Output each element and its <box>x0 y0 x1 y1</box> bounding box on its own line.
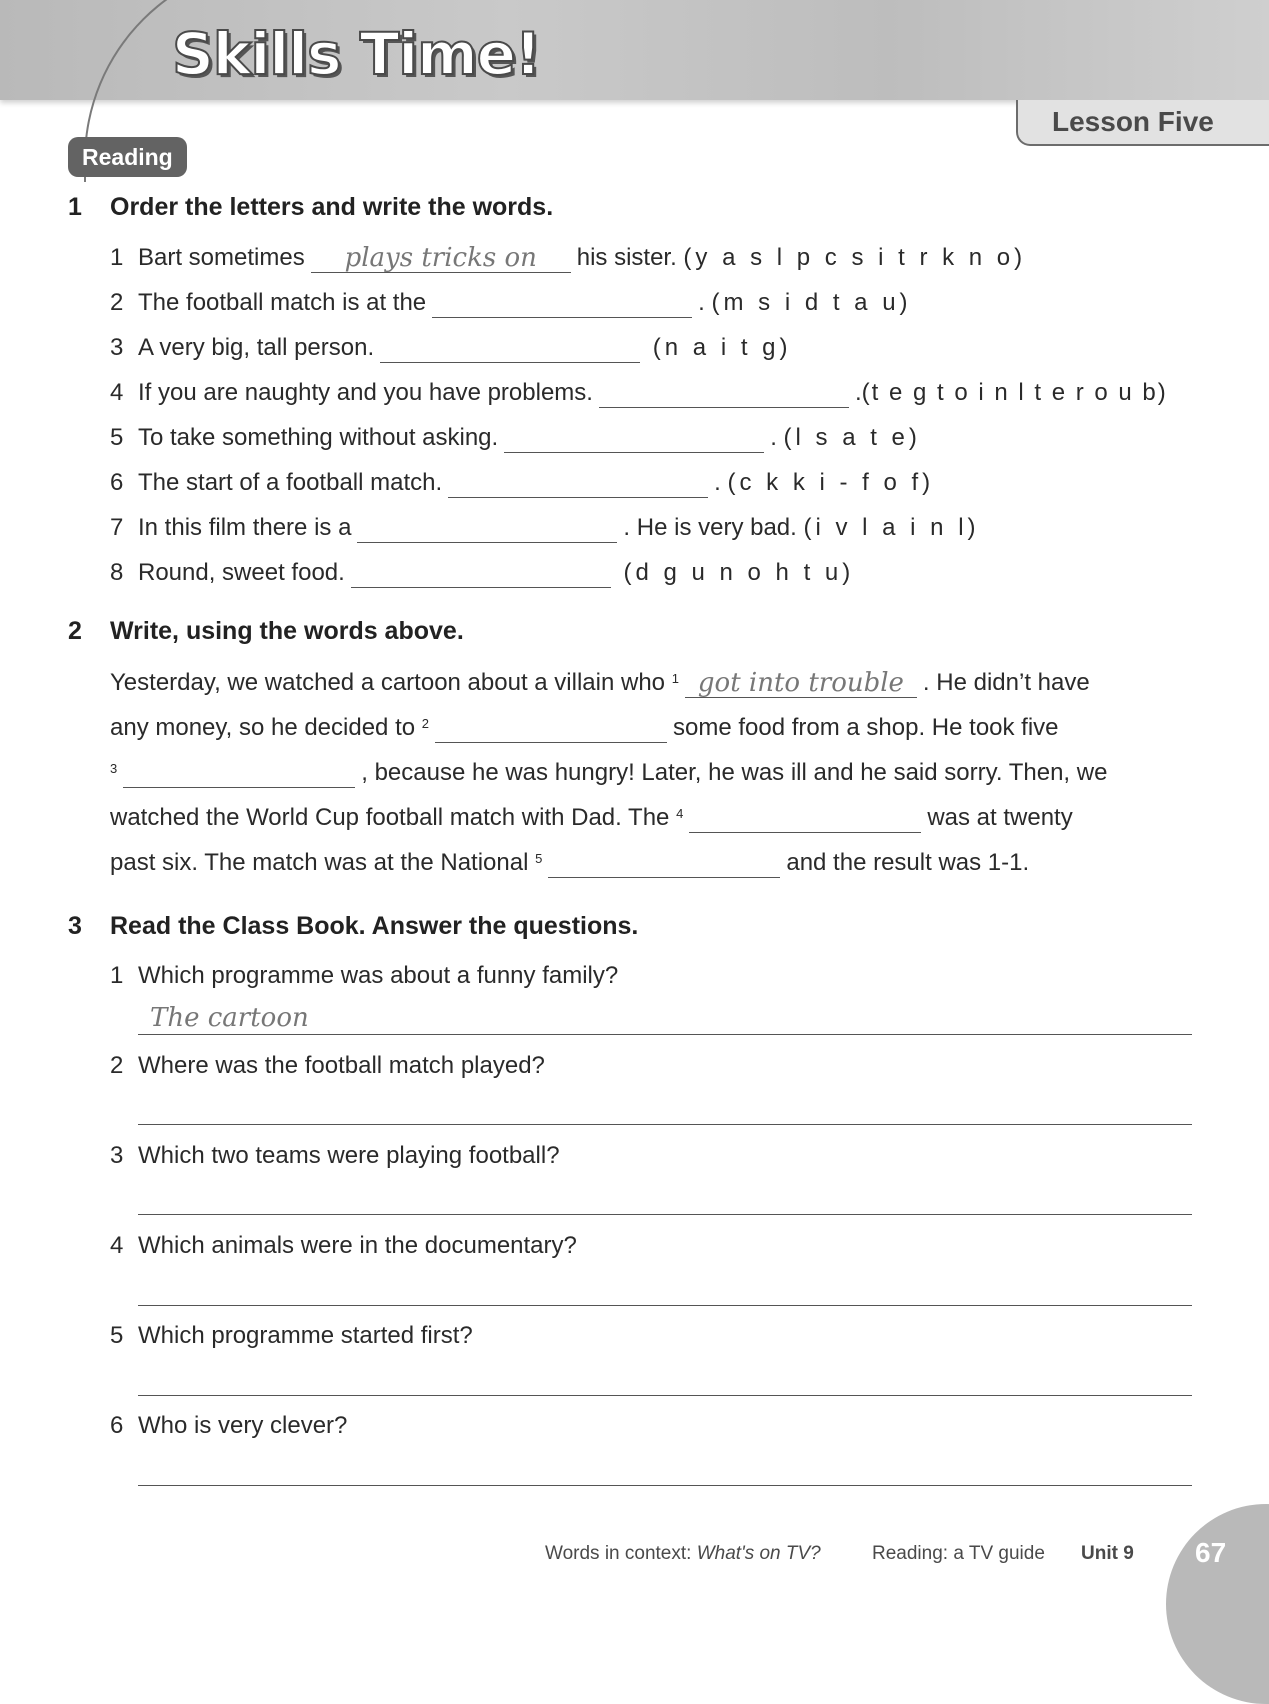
exercise-instruction: Write, using the words above. <box>110 617 464 645</box>
ex1-item <box>110 333 792 363</box>
page-number-tab <box>1166 1504 1269 1704</box>
exercise-number: 2 <box>68 617 82 645</box>
answer-blank[interactable] <box>351 561 611 588</box>
scrambled-letters: (l s a t e) <box>783 424 921 451</box>
ex1-item <box>110 423 921 453</box>
scrambled-letters: (m s i d t a u) <box>711 289 912 316</box>
paragraph-text: watched the World Cup football match with Dad. The <box>110 804 670 831</box>
page-number: 67 <box>1195 1537 1227 1568</box>
item-text-after: . <box>698 289 705 316</box>
paragraph-text: any money, so he decided to <box>110 714 416 741</box>
item-text: If you are naughty and you have problems. <box>138 379 593 406</box>
scrambled-letters: (c k k i - f o f) <box>727 469 935 496</box>
exercise-1-title <box>68 193 553 222</box>
answer-line[interactable] <box>138 1034 1192 1035</box>
answer-line[interactable] <box>138 1305 1192 1306</box>
item-text-after: . <box>854 379 862 406</box>
item-number: 3 <box>110 334 124 361</box>
paragraph-text: . He didn’t have <box>922 669 1090 696</box>
item-number: 7 <box>110 514 124 541</box>
ex1-item <box>110 378 1168 408</box>
item-text: Round, sweet food. <box>138 559 345 586</box>
gap-number: 5 <box>535 851 543 866</box>
item-number: 5 <box>110 424 124 451</box>
footer-unit: Unit 9 <box>1081 1543 1134 1564</box>
exercise-2-title <box>68 617 464 646</box>
scrambled-letters: (t e g t o i n l t e r o u b) <box>861 379 1168 406</box>
ex2-line-2 <box>110 713 1059 743</box>
question-number: 6 <box>110 1412 124 1439</box>
item-text: In this film there is a <box>138 514 352 541</box>
item-number: 1 <box>110 244 124 271</box>
page-title: Skills Time! <box>172 20 541 88</box>
ex1-item <box>110 468 934 498</box>
answer-blank[interactable] <box>435 716 667 743</box>
answer-blank[interactable] <box>548 851 780 878</box>
footer-reading: Reading: a TV guide <box>872 1543 1045 1564</box>
scrambled-letters: (i v l a i n l) <box>803 514 980 541</box>
ex2-line-5 <box>110 848 1029 878</box>
ex3-question <box>110 1231 577 1261</box>
item-number: 4 <box>110 379 124 406</box>
footer-topic: What's on TV? <box>696 1543 821 1564</box>
footer-words-in-context <box>545 1543 821 1565</box>
question-text: Which programme started first? <box>138 1322 473 1349</box>
item-text: The start of a football match. <box>138 469 443 496</box>
ex1-item <box>110 558 854 588</box>
item-number: 8 <box>110 559 124 586</box>
question-text: Where was the football match played? <box>138 1052 545 1079</box>
answer-blank[interactable]: plays tricks on <box>311 246 571 273</box>
answer-blank[interactable] <box>599 381 849 408</box>
paragraph-text: some food from a shop. He took five <box>673 714 1059 741</box>
paragraph-text: and the result was 1-1. <box>786 849 1030 876</box>
question-text: Which animals were in the documentary? <box>138 1232 577 1259</box>
answer-blank[interactable] <box>432 291 692 318</box>
paragraph-text: was at twenty <box>927 804 1073 831</box>
question-text: Which two teams were playing football? <box>138 1142 560 1169</box>
gap-number: 2 <box>421 716 429 731</box>
gap-number: 3 <box>110 761 118 776</box>
item-text-after: . He is very bad. <box>623 514 797 541</box>
footer-label: Words in context: <box>545 1543 692 1564</box>
paragraph-text: Yesterday, we watched a cartoon about a villain who <box>110 669 666 696</box>
question-number: 3 <box>110 1142 124 1169</box>
paragraph-text: , because he was hungry! Later, he was ill and he said sorry. Then, we <box>361 759 1108 786</box>
scrambled-letters: (n a i t g) <box>652 334 792 361</box>
item-text-after: . <box>770 424 777 451</box>
item-text: Bart sometimes <box>138 244 305 271</box>
ex1-item <box>110 288 912 318</box>
question-text: Which programme was about a funny family? <box>138 962 619 989</box>
scrambled-letters: (y a s l p c s i t r k n o) <box>683 244 1027 271</box>
ex3-question <box>110 1411 347 1441</box>
gap-number: 4 <box>676 806 684 821</box>
exercise-instruction: Order the letters and write the words. <box>110 193 554 221</box>
item-text-after: his sister. <box>576 244 677 271</box>
answer-blank[interactable] <box>504 426 764 453</box>
item-text: A very big, tall person. <box>138 334 375 361</box>
question-number: 4 <box>110 1232 124 1259</box>
answer-line[interactable] <box>138 1124 1192 1125</box>
answer-text: The cartoon <box>150 1003 309 1033</box>
item-number: 2 <box>110 289 124 316</box>
question-number: 5 <box>110 1322 124 1349</box>
answer-blank[interactable]: got into trouble <box>685 671 917 698</box>
exercise-instruction: Read the Class Book. Answer the questions. <box>110 912 639 940</box>
question-number: 2 <box>110 1052 124 1079</box>
ex1-item <box>110 513 980 543</box>
answer-blank[interactable] <box>689 806 921 833</box>
item-text: To take something without asking. <box>138 424 499 451</box>
answer-line[interactable] <box>138 1485 1192 1486</box>
answer-blank[interactable] <box>380 336 640 363</box>
item-text-after: . <box>714 469 721 496</box>
section-badge: Reading <box>68 137 187 177</box>
question-text: Who is very clever? <box>138 1412 348 1439</box>
question-number: 1 <box>110 962 124 989</box>
answer-blank[interactable] <box>357 516 617 543</box>
ex3-question <box>110 961 618 991</box>
ex2-line-1 <box>110 668 1090 698</box>
ex2-line-3 <box>110 758 1107 788</box>
ex2-line-4 <box>110 803 1073 833</box>
item-text: The football match is at the <box>138 289 427 316</box>
ex3-question <box>110 1321 473 1351</box>
lesson-tab: Lesson Five <box>1016 100 1269 146</box>
scrambled-letters: (d g u n o h t u) <box>623 559 855 586</box>
answer-blank[interactable] <box>123 761 355 788</box>
exercise-number: 3 <box>68 912 82 940</box>
answer-line[interactable] <box>138 1395 1192 1396</box>
ex3-question <box>110 1141 560 1171</box>
answer-blank[interactable] <box>448 471 708 498</box>
item-number: 6 <box>110 469 124 496</box>
ex1-item <box>110 243 1026 273</box>
exercise-3-title <box>68 912 638 941</box>
paragraph-text: past six. The match was at the National <box>110 849 529 876</box>
exercise-number: 1 <box>68 193 82 221</box>
answer-line[interactable] <box>138 1214 1192 1215</box>
gap-number: 1 <box>671 671 679 686</box>
ex3-question <box>110 1051 545 1081</box>
